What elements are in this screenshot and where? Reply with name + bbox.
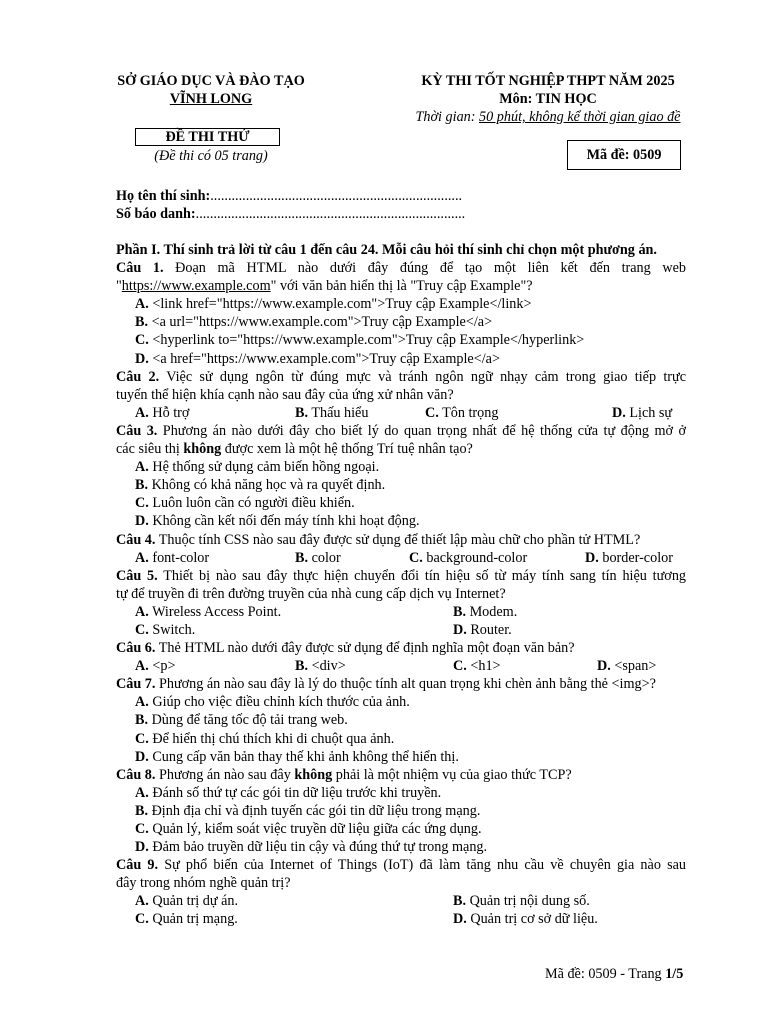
option-text: Modem.: [469, 603, 518, 620]
option-letter: D.: [135, 839, 149, 856]
question-2-option-a: [135, 404, 295, 422]
question-text: Thiết bị nào sau đây thực hiện chuyển đổi tín hiệu số từ máy tính sang tín hiệu tương: [157, 567, 687, 584]
option-letter: D.: [135, 350, 149, 367]
question-text: Thẻ HTML nào dưới đây được sử dụng để định nghĩa một đoạn văn bản?: [155, 640, 575, 657]
question-1-line-1: [116, 259, 686, 277]
question-5-line-1: [116, 567, 686, 585]
question-text: Việc sử dụng ngôn từ đúng mực và tránh ngôn ngữ nhạy cảm trong giao tiếp trực: [159, 368, 687, 385]
option-letter: C.: [453, 658, 467, 675]
question-6-option-d: [597, 657, 656, 675]
option-text: Định địa chỉ và định tuyến các gói tin dữ liệu trong mạng.: [151, 802, 481, 819]
option-text: Quản trị nội dung số.: [469, 893, 590, 910]
question-2-line-2: tuyến thể hiện khía cạnh nào sau đây của ứng xử nhân văn?: [116, 386, 454, 403]
question-label: Câu 8.: [116, 766, 156, 783]
question-text: Sự phổ biến của Internet of Things (IoT) đã làm tăng nhu cầu về chuyên gia nào sau: [158, 857, 686, 874]
question-text: " với văn bản hiển thị là "Truy cập Example"?: [270, 278, 533, 295]
question-4-option-b: [295, 549, 409, 567]
option-letter: B.: [135, 314, 149, 331]
example-link: https://www.example.com: [121, 278, 271, 295]
student-id-dots: ............................................................................: [195, 206, 466, 222]
option-letter: A.: [135, 459, 149, 476]
question-text: Đoạn mã HTML nào dưới đây đúng để tạo một liên kết đến trang web: [163, 260, 686, 277]
option-letter: A.: [135, 893, 149, 910]
question-label: Câu 7.: [116, 676, 156, 693]
option-text: <div>: [311, 658, 346, 675]
option-text: Đánh số thứ tự các gói tin dữ liệu trước khi truyền.: [152, 784, 442, 801]
emphasis-text: không: [294, 766, 333, 783]
option-text: Hỗ trợ: [152, 404, 190, 421]
option-letter: B.: [135, 477, 149, 494]
question-5-option-b: [453, 603, 517, 621]
province-name: VĨNH LONG: [169, 91, 253, 107]
question-label: Câu 3.: [116, 422, 158, 439]
option-text: Switch.: [152, 621, 196, 638]
question-6-option-c: [453, 657, 597, 675]
question-9-option-b: [453, 892, 590, 910]
question-6-line-1: [116, 639, 686, 657]
question-6-option-b: [295, 657, 453, 675]
question-5-options-ab: [116, 603, 686, 621]
question-label: Câu 4.: [116, 531, 156, 548]
option-text: Thấu hiểu: [311, 404, 369, 421]
question-1-option-a: [116, 295, 686, 313]
page-footer: [545, 966, 683, 983]
option-letter: A.: [135, 658, 149, 675]
question-9-line-2: đây trong nhóm nghề quản trị?: [116, 875, 291, 892]
option-text: Tôn trọng: [442, 404, 499, 421]
question-6-options: [116, 657, 686, 675]
option-letter: A.: [135, 784, 149, 801]
option-text: Không có khả năng học và ra quyết định.: [151, 477, 386, 494]
question-3-line-1: [116, 422, 686, 440]
question-text: Phương án nào sau đây: [155, 766, 295, 783]
option-letter: D.: [585, 549, 599, 566]
time-value: 50 phút, không kể thời gian giao đề: [479, 109, 681, 125]
student-name-line: [116, 188, 462, 205]
question-5-options-cd: [116, 621, 686, 639]
question-7-option-d: [116, 748, 686, 766]
question-text: được xem là một hệ thống Trí tuệ nhân tạo?: [221, 441, 473, 458]
option-text: <span>: [614, 658, 657, 675]
option-letter: B.: [453, 603, 467, 620]
question-9-line-1: [116, 856, 686, 874]
question-text: phải là một nhiệm vụ của giao thức TCP?: [332, 766, 572, 783]
question-7-option-a: [116, 693, 686, 711]
question-8-option-c: [116, 820, 686, 838]
question-label: Câu 1.: [116, 260, 164, 277]
question-2-options: [116, 404, 686, 422]
student-name-dots: .......................................................................: [210, 188, 463, 204]
exam-code-box: Mã đề: 0509: [567, 140, 681, 170]
question-9-option-c: [135, 910, 453, 928]
option-letter: A.: [135, 549, 149, 566]
emphasis-text: không: [183, 441, 222, 458]
question-1-option-b: [116, 313, 686, 331]
question-8-option-d: [116, 838, 686, 856]
question-3-line-2: [116, 440, 686, 458]
pages-note: (Đề thi có 05 trang): [154, 148, 268, 164]
option-letter: C.: [135, 911, 149, 928]
question-2-option-d: [612, 404, 672, 422]
question-7-option-c: [116, 730, 686, 748]
option-text: <hyperlink to="https://www.example.com">Truy cập Example</hyperlink>: [152, 332, 585, 349]
option-letter: B.: [453, 893, 467, 910]
option-text: Để hiển thị chú thích khi di chuột qua ảnh.: [152, 730, 395, 747]
exam-time: [360, 108, 736, 126]
option-text: <p>: [152, 658, 176, 675]
question-5-option-a: [135, 603, 453, 621]
option-text: Đảm bảo truyền dữ liệu tin cậy và đúng thứ tự trong mạng.: [152, 839, 488, 856]
question-8-option-a: [116, 784, 686, 802]
option-text: Giúp cho việc điều chỉnh kích thước của ảnh.: [152, 694, 410, 711]
option-letter: C.: [135, 621, 149, 638]
question-label: Câu 2.: [116, 368, 160, 385]
quote-mark: ": [116, 278, 122, 295]
question-4-options: [116, 549, 686, 567]
option-letter: A.: [135, 404, 149, 421]
question-5-option-d: [453, 621, 512, 639]
question-3-option-d: [116, 512, 686, 530]
option-letter: B.: [295, 658, 309, 675]
question-9-options-cd: [116, 910, 686, 928]
question-9-option-d: [453, 910, 598, 928]
question-8-option-b: [116, 802, 686, 820]
question-4-line-1: [116, 531, 686, 549]
student-id-line: [116, 206, 465, 223]
option-text: Quản trị cơ sở dữ liệu.: [470, 911, 598, 928]
question-3-option-b: [116, 476, 686, 494]
option-letter: B.: [295, 549, 309, 566]
question-3-option-a: [116, 458, 686, 476]
question-1-option-d: [116, 350, 686, 368]
question-5-option-c: [135, 621, 453, 639]
question-8-line-1: [116, 766, 686, 784]
question-7-line-1: [116, 675, 686, 693]
option-text: Quản lý, kiểm soát việc truyền dữ liệu giữa các ứng dụng.: [152, 821, 482, 837]
question-1-option-c: [116, 331, 686, 349]
question-5-line-2: tự để truyền đi trên đường truyền của nhà cung cấp dịch vụ Internet?: [116, 585, 506, 602]
option-text: border-color: [602, 549, 673, 566]
option-text: <link href="https://www.example.com">Truy cập Example</link>: [152, 296, 532, 313]
part-heading: Phần I. Thí sinh trả lời từ câu 1 đến câu 24. Mỗi câu hỏi thí sinh chỉ chọn một phương án.: [116, 242, 657, 258]
option-text: <a url="https://www.example.com">Truy cập Example</a>: [151, 314, 493, 331]
question-6-option-a: [135, 657, 295, 675]
option-letter: D.: [597, 658, 611, 675]
question-2-option-c: [425, 404, 612, 422]
option-letter: D.: [135, 513, 149, 530]
option-letter: D.: [612, 404, 626, 421]
exam-title: KỲ THI TỐT NGHIỆP THPT NĂM 2025: [421, 73, 675, 89]
question-1-line-2: [116, 277, 686, 295]
option-letter: A.: [135, 603, 149, 620]
question-text: Thuộc tính CSS nào sau đây được sử dụng để thiết lập màu chữ cho phần tử HTML?: [155, 531, 641, 548]
option-letter: C.: [135, 332, 149, 349]
question-label: Câu 6.: [116, 640, 156, 657]
option-text: Dùng để tăng tốc độ tải trang web.: [151, 712, 348, 729]
footer-code: Mã đề: 0509 - Trang: [545, 966, 666, 982]
question-2-option-b: [295, 404, 425, 422]
option-letter: C.: [135, 821, 149, 837]
question-7-option-b: [116, 711, 686, 729]
question-9-options-ab: [116, 892, 686, 910]
option-text: Quản trị dự án.: [152, 893, 239, 910]
option-letter: A.: [135, 694, 149, 711]
option-letter: D.: [135, 748, 149, 765]
option-text: Cung cấp văn bản thay thế khi ảnh không thể hiển thị.: [152, 748, 459, 765]
option-text: color: [311, 549, 341, 566]
time-prefix: Thời gian:: [415, 109, 480, 125]
option-text: Luôn luôn cần có người điều khiển.: [152, 495, 355, 512]
option-letter: C.: [409, 549, 423, 566]
option-text: <a href="https://www.example.com">Truy cập Example</a>: [152, 350, 500, 367]
student-name-label: Họ tên thí sinh:: [116, 188, 211, 204]
exam-content: [116, 241, 686, 929]
subject: Môn: TIN HỌC: [499, 91, 597, 107]
question-3-option-c: [116, 494, 686, 512]
question-2-line-1: [116, 368, 686, 386]
option-letter: B.: [135, 802, 149, 819]
option-letter: A.: [135, 296, 149, 313]
option-text: Hệ thống sử dụng cảm biến hồng ngoại.: [152, 459, 380, 476]
question-4-option-a: [135, 549, 295, 567]
option-text: background-color: [426, 549, 528, 566]
option-text: Không cần kết nối đến máy tính khi hoạt động.: [152, 513, 420, 530]
question-4-option-c: [409, 549, 585, 567]
question-text: các siêu thị: [116, 441, 184, 458]
exam-type-box: ĐỀ THI THỬ: [135, 128, 280, 146]
option-letter: D.: [453, 911, 467, 928]
option-text: Wireless Access Point.: [152, 603, 282, 620]
option-text: <h1>: [470, 658, 501, 675]
student-id-label: Số báo danh:: [116, 206, 196, 222]
option-letter: B.: [295, 404, 309, 421]
question-text: Phương án nào sau đây là lý do thuộc tính alt quan trọng khi chèn ảnh bằng thẻ <img>?: [155, 676, 656, 693]
option-letter: C.: [135, 730, 149, 747]
option-text: Lịch sự: [629, 404, 673, 421]
option-text: Router.: [470, 621, 512, 638]
question-label: Câu 5.: [116, 567, 158, 584]
question-4-option-d: [585, 549, 673, 567]
question-text: Phương án nào dưới đây cho biết lý do quan trọng nhất để hệ thống cửa tự động mở ở: [157, 422, 686, 439]
option-letter: C.: [135, 495, 149, 512]
question-label: Câu 9.: [116, 857, 159, 874]
option-letter: C.: [425, 404, 439, 421]
page-number: 1/5: [665, 966, 684, 982]
option-letter: D.: [453, 621, 467, 638]
option-letter: B.: [135, 712, 149, 729]
department-name: SỞ GIÁO DỤC VÀ ĐÀO TẠO: [117, 73, 305, 89]
option-text: Quản trị mạng.: [152, 911, 238, 928]
question-9-option-a: [135, 892, 453, 910]
option-text: font-color: [152, 549, 210, 566]
